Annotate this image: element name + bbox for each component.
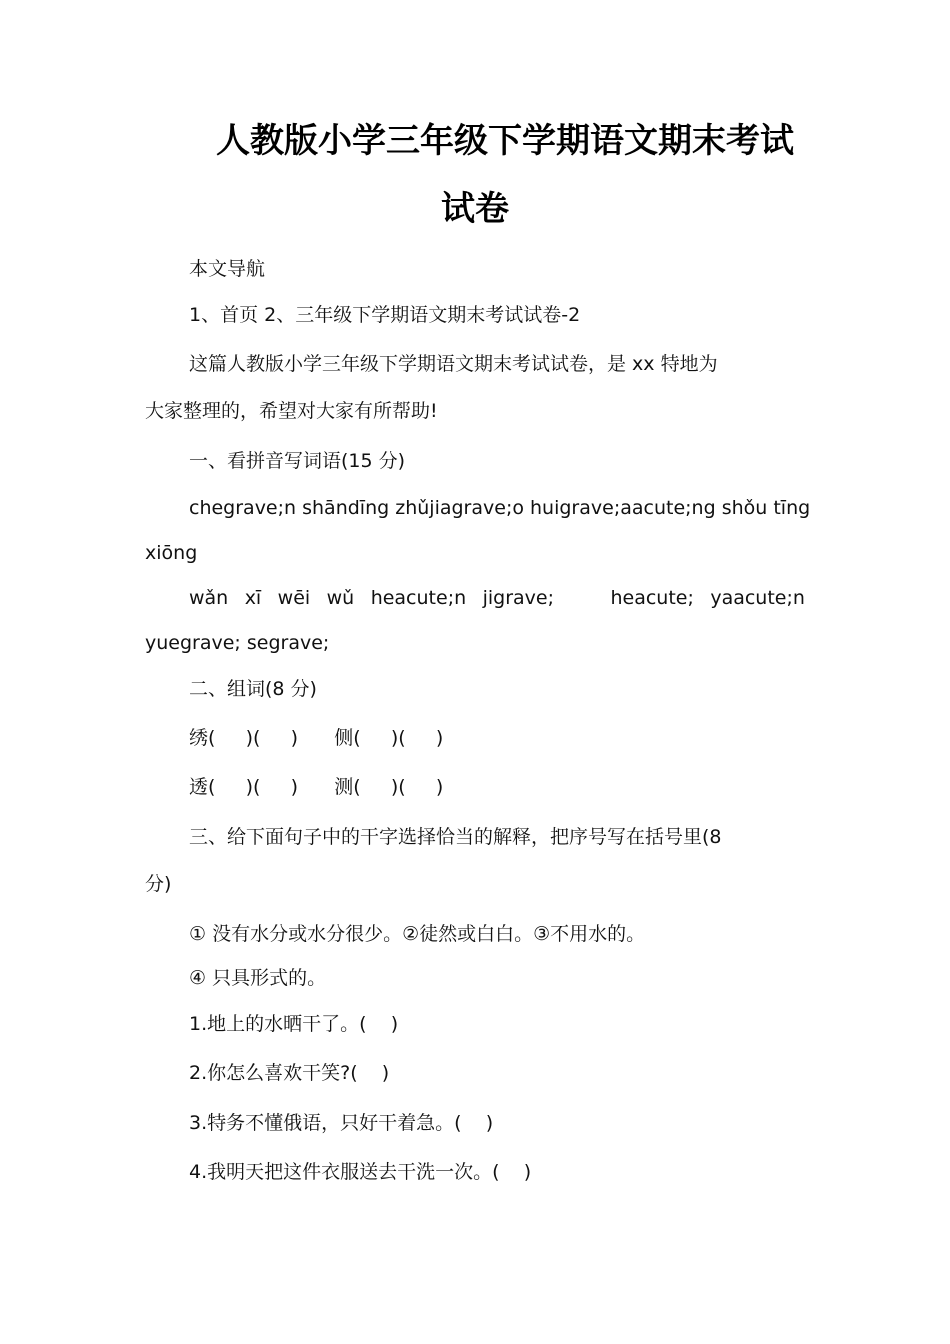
question-3: 3.特务不懂俄语，只好干着急。( ) [189,1112,494,1134]
intro-line1: 这篇人教版小学三年级下学期语文期末考试试卷，是 xx 特地为 [189,353,718,375]
pinyin-row1-cont: xiōng [145,542,198,564]
question-2: 2.你怎么喜欢干笑?( ) [189,1062,390,1084]
pinyin-row1 [189,497,811,520]
pinyin-row2-cont: yuegrave; segrave; [145,632,330,654]
zuci-row2: 透( )( ) 测( )( ) [189,776,444,798]
pinyin-row2 [189,587,805,610]
pinyin-word: jiagrave;o huigrave; [429,497,621,519]
question-1: 1.地上的水晒干了。( ) [189,1013,399,1035]
options-line1: ① 没有水分或水分很少。②徒然或白白。③不用水的。 [189,923,646,945]
document-title-line2: 试卷 [441,189,509,229]
document-title-line1: 人教版小学三年级下学期语文期末考试 [216,121,794,161]
question-4: 4.我明天把这件衣服送去干洗一次。( ) [189,1161,532,1183]
pinyin-word: xī [244,587,262,609]
pinyin-word: wēi [277,587,311,609]
pinyin-word: yaacute;n [710,587,805,609]
section3-heading-line1: 三、给下面句子中的干字选择恰当的解释，把序号写在括号里(8 [189,826,722,848]
zuci-row1: 绣( )( ) 侧( )( ) [189,727,444,749]
pinyin-word: wǔ [326,587,355,609]
section1-heading: 一、看拼音写词语(15 分) [189,450,406,472]
pinyin-word: dīng zhǔ [347,497,430,519]
options-line2: ④ 只具形式的。 [189,967,327,989]
pinyin-word: jigrave; [482,587,555,609]
pinyin-word: heacute;n [370,587,467,609]
section3-heading-line2: 分) [145,873,172,895]
intro-line2: 大家整理的，希望对大家有所帮助! [145,400,438,422]
nav-links[interactable]: 1、首页 2、三年级下学期语文期末考试试卷-2 [189,304,581,326]
pinyin-word: chegrave;n shān [189,497,348,519]
pinyin-word: heacute; [610,587,694,609]
section2-heading: 二、组词(8 分) [189,678,317,700]
pinyin-word: aacute;ng shǒu tīng [620,497,811,519]
pinyin-word: wǎn [189,587,229,609]
nav-label: 本文导航 [189,258,266,280]
